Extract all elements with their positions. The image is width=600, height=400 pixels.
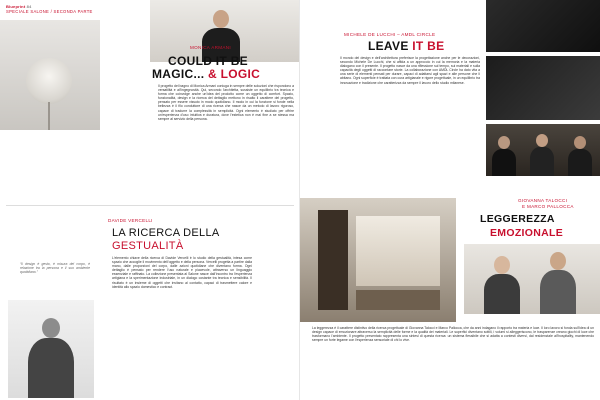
delucchi-body: Il mondo del design e dell'architettura preferisce la progettazione anche per le decorazioni, secondo Michele De Lucchi, che si affida a un approccio in cui la memoria e la materia dialogano con il presente. Il progetto nasce da una riflessione sul tempo, sui materiali e sulla capacità degli oggetti di raccontare storie. La collaborazione con AMDL Circle ha dato vita a una serie di elementi pensati per durare, capaci di adattarsi agli spazi e alle persone che li abitano. Ogni superficie è trattata con cura artigianale e rigore progettuale, in un equilibrio tra innovazione e tradizione che caratterizza da sempre il lavoro dello studio milanese. [340, 56, 480, 85]
section-label: SPECIALE SALONE / SECONDA PARTE [6, 9, 93, 14]
talocci-torso-2 [540, 270, 576, 314]
armani-body: Il progetto del bagno di Monica Armani coniuga in sempre delle soluzioni che rispondono a versatilità e all'ingegnosità. Qui, secondo l'architetta, sussiste un equilibrio tra tecnica e forma che coinvolge anche un'idea del prodotto come un oggetto di comfort. Spazio, funzionalità, design e la ricerca del dettaglio mettono in risalto il carattere del progetto, pensato per essere vissuto in modo quotidiano. Il modo in cui la funzione si fonde nella bellezza è il filo conduttore di una ricerca che nasce da un metodo di lavoro rigoroso, capace di tradurre la complessità in semplicità. Ogni elemento è studiato per offrire un'esperienza d'uso intuitiva e duratura, dove l'estetica non è mai fine a se stessa ma sempre al servizio della persona. [158, 84, 294, 121]
delucchi-author: MICHELE DE LUCCHI – AMDL CIRCLE [344, 32, 436, 37]
interior-door [318, 210, 348, 310]
right-page [300, 0, 600, 400]
armani-title-magic: MAGIC... [152, 67, 205, 81]
armani-title-line1: COULD IT BE [168, 54, 248, 68]
lamp-photo [0, 20, 100, 130]
talocci-interior-photo [300, 198, 456, 322]
armani-title-line2 [152, 68, 260, 80]
team-torso-1 [492, 149, 516, 176]
vercelli-quote: “Il design è gesto, è misura del corpo, è relazione tra la persona e il suo ambiente quotidiano.” [20, 262, 90, 275]
issue-number: 84 [26, 4, 32, 9]
delucchi-title-leave: LEAVE [368, 39, 413, 53]
team-torso-2 [530, 147, 554, 176]
portrait-head [213, 10, 229, 28]
talocci-title-line1: LEGGEREZZA [480, 213, 555, 225]
team-torso-3 [568, 149, 592, 176]
armani-title-logic: & LOGIC [208, 67, 261, 81]
talocci-author-line1: GIOVANNA TALOCCI [518, 198, 568, 203]
vercelli-title-line1: LA RICERCA DELLA [112, 227, 220, 239]
vercelli-portrait-photo [8, 300, 94, 398]
interior-panel [356, 216, 440, 286]
armani-author: MONICA ARMANI [190, 45, 231, 50]
divider [6, 205, 294, 206]
interior-console [356, 290, 440, 310]
talocci-head-2 [550, 252, 566, 270]
delucchi-title [368, 40, 444, 52]
lamp-shade [26, 58, 72, 104]
vercelli-portrait-head [42, 318, 60, 338]
magazine-name: Blueprint [6, 4, 26, 9]
talocci-title-line2: EMOZIONALE [490, 227, 563, 239]
talocci-head-1 [494, 256, 510, 274]
lamp-stem [48, 102, 50, 130]
delucchi-title-itbe: IT BE [412, 39, 445, 53]
talocci-body: La leggerezza è il carattere distintivo della ricerca progettuale di Giovanna Talocci e Marco Pallocca, che da anni indagano il rapporto tra materia e luce. Il loro lavoro si fonda sull'idea di un design capace di emozionare attraverso la semplicità delle forme e la qualità dei materiali. Le superfici diventano sottili, i volumi si alleggeriscono, le trasparenze creano giochi di luce che trasformano l'ambiente. Il progetto presentato rappresenta una sintesi di questa ricerca: un sistema flessibile che si adatta a contesti diversi, dal residenziale all'hospitality, mantenendo sempre un forte legame con l'esperienza sensoriale di chi lo vive. [312, 326, 594, 343]
talocci-author-line2: E MARCO PALLOCCA [522, 204, 574, 209]
delucchi-team-photo [486, 124, 600, 176]
talocci-torso-1 [484, 274, 520, 314]
team-head-2 [536, 134, 548, 147]
vercelli-title-line2: GESTUALITÀ [112, 240, 184, 252]
delucchi-object-photo [486, 0, 600, 52]
talocci-portrait-photo [464, 244, 600, 314]
team-head-3 [574, 136, 586, 149]
vercelli-portrait-torso [28, 338, 74, 398]
vercelli-body: L'elemento chiave della ricerca di Davide Vercelli è lo studio della gestualità, intesa come spazio che accoglie il movimento dell'oggetto e della persona. Vercelli progetta a partire dalla mano, dalle proporzioni del corpo, dalle azioni quotidiane che diventano forma. Ogni dettaglio è pensato per rendere l'uso naturale e piacevole, attraverso un linguaggio essenziale e raffinato. La collezione presentata al Salone nasce dall'incontro tra l'esperienza artigiana e la sperimentazione industriale, in un dialogo costante tra tecnica e sensibilità. Il risultato è un insieme di oggetti che invitano al contatto, capaci di trasmettere calore e identità allo spazio domestico e contract. [112, 256, 252, 289]
armani-portrait-photo [150, 0, 300, 62]
vercelli-author: DAVIDE VERCELLI [108, 218, 153, 223]
team-head-1 [498, 136, 510, 149]
delucchi-object-photo-2 [486, 56, 600, 120]
